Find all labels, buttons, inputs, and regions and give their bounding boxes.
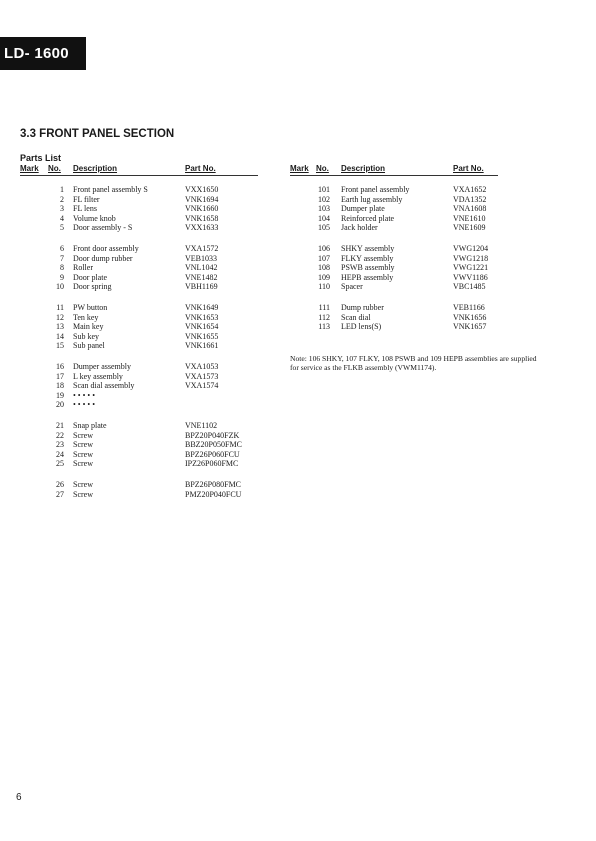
row-number: 12 <box>56 312 64 322</box>
row-number: 27 <box>56 489 64 499</box>
row-number: 113 <box>318 322 330 332</box>
row-part-number: BPZ20P040FZK <box>185 430 240 440</box>
row-description: Screw <box>73 440 93 450</box>
row-part-number: VNA1608 <box>453 204 487 214</box>
row-part-number: VXA1574 <box>185 381 219 391</box>
row-part-number: VEB1033 <box>185 253 217 263</box>
row-description: Front door assembly <box>73 244 139 253</box>
row-part-number: VNK1694 <box>185 194 219 204</box>
row-description: Front panel assembly S <box>73 185 148 194</box>
row-part-number: VNK1661 <box>185 341 219 351</box>
row-number: 10 <box>56 282 64 292</box>
row-part-number: PMZ20P040FCU <box>185 489 242 499</box>
row-description: Jack holder <box>341 223 378 233</box>
left-header-mark: Mark <box>20 164 39 173</box>
row-description: Scan dial assembly <box>73 381 135 391</box>
row-description: • • • • • <box>73 400 96 410</box>
row-number: 1 <box>60 185 64 194</box>
row-description: Screw <box>73 430 93 440</box>
row-part-number: VNK1656 <box>453 312 487 322</box>
row-number: 102 <box>318 194 330 204</box>
row-part-number: VEB1166 <box>453 303 485 312</box>
row-part-number: VBH1169 <box>185 282 218 292</box>
row-part-number: VNL1042 <box>185 263 218 273</box>
row-number: 8 <box>60 263 64 273</box>
row-part-number: VWG1221 <box>453 263 489 273</box>
model-badge: LD- 1600 <box>0 37 86 70</box>
row-part-number: VXX1633 <box>185 223 219 233</box>
page-number: 6 <box>16 792 22 803</box>
row-number: 108 <box>318 263 330 273</box>
row-description: LED lens(S) <box>341 322 382 332</box>
row-description: Spacer <box>341 282 363 292</box>
row-part-number: VNK1654 <box>185 322 219 332</box>
row-part-number: VBC1485 <box>453 282 486 292</box>
row-description: Door assembly - S <box>73 223 133 233</box>
left-header-rule <box>20 175 258 176</box>
row-number: 110 <box>318 282 330 292</box>
row-description: FL lens <box>73 204 97 214</box>
row-description: HEPB assembly <box>341 272 394 282</box>
row-description: PSWB assembly <box>341 263 395 273</box>
row-description: Ten key <box>73 312 99 322</box>
row-description: Screw <box>73 449 93 459</box>
row-number: 104 <box>318 213 330 223</box>
left-header-part-no: Part No. <box>185 164 216 173</box>
row-description: SHKY assembly <box>341 244 395 253</box>
row-part-number: VXA1573 <box>185 371 219 381</box>
row-description: Screw <box>73 459 93 469</box>
row-description: Door dump rubber <box>73 253 133 263</box>
row-description: Door spring <box>73 282 112 292</box>
row-description: Earth lug assembly <box>341 194 403 204</box>
row-description: FL filter <box>73 194 100 204</box>
row-number: 101 <box>318 185 330 194</box>
row-number: 9 <box>60 272 64 282</box>
row-number: 2 <box>60 194 64 204</box>
row-number: 109 <box>318 272 330 282</box>
row-part-number: VWG1218 <box>453 253 489 263</box>
row-description: Roller <box>73 263 93 273</box>
row-part-number: VNE1609 <box>453 223 486 233</box>
row-part-number: VDA1352 <box>453 194 487 204</box>
row-number: 25 <box>56 459 64 469</box>
row-number: 112 <box>318 312 330 322</box>
row-part-number: BPZ26P060FCU <box>185 449 240 459</box>
service-note: Note: 106 SHKY, 107 FLKY, 108 PSWB and 109 HEPB assemblies are supplied for service as the FLKB assembly (VWM1174). <box>290 354 537 373</box>
row-part-number: IPZ26P060FMC <box>185 459 239 469</box>
row-description: Front panel assembly <box>341 185 410 194</box>
row-description: Dumper plate <box>341 204 385 214</box>
row-description: FLKY assembly <box>341 253 394 263</box>
row-number: 5 <box>60 223 64 233</box>
row-part-number: VXA1652 <box>453 185 487 194</box>
row-number: 14 <box>56 331 64 341</box>
row-description: Door plate <box>73 272 107 282</box>
section-title: 3.3 FRONT PANEL SECTION <box>20 128 175 140</box>
row-description: Dump rubber <box>341 303 384 312</box>
row-number: 19 <box>56 390 64 400</box>
row-part-number: VNK1660 <box>185 204 219 214</box>
row-number: 24 <box>56 449 64 459</box>
row-part-number: VXA1572 <box>185 244 219 253</box>
row-number: 6 <box>60 244 64 253</box>
right-header-mark: Mark <box>290 164 309 173</box>
row-description: • • • • • <box>73 390 96 400</box>
row-number: 21 <box>56 421 64 430</box>
row-description: Main key <box>73 322 104 332</box>
row-number: 106 <box>318 244 330 253</box>
row-part-number: VNK1649 <box>185 303 219 312</box>
row-number: 7 <box>60 253 64 263</box>
row-part-number: VWG1204 <box>453 244 489 253</box>
right-header-no: No. <box>316 164 329 173</box>
row-number: 22 <box>56 430 64 440</box>
row-part-number: BPZ26P080FMC <box>185 480 242 489</box>
row-description: Sub panel <box>73 341 105 351</box>
right-header-part-no: Part No. <box>453 164 484 173</box>
row-description: Volume knob <box>73 213 116 223</box>
row-description: PW button <box>73 303 108 312</box>
row-number: 16 <box>56 362 64 371</box>
row-number: 4 <box>60 213 64 223</box>
left-header-description: Description <box>73 164 118 173</box>
row-part-number: BBZ20P050FMC <box>185 440 242 450</box>
row-number: 103 <box>318 204 330 214</box>
row-part-number: VXA1053 <box>185 362 219 371</box>
row-number: 111 <box>318 303 330 312</box>
row-description: Screw <box>73 489 93 499</box>
row-number: 23 <box>56 440 64 450</box>
right-header-rule <box>290 175 498 176</box>
row-number: 105 <box>318 223 330 233</box>
row-part-number: VNK1653 <box>185 312 219 322</box>
row-number: 17 <box>56 371 64 381</box>
row-part-number: VNK1655 <box>185 331 219 341</box>
row-description: L key assembly <box>73 371 123 381</box>
row-part-number: VNE1102 <box>185 421 218 430</box>
row-description: Screw <box>73 480 93 489</box>
row-number: 3 <box>60 204 64 214</box>
row-number: 15 <box>56 341 64 351</box>
row-part-number: VNK1657 <box>453 322 487 332</box>
row-part-number: VNE1610 <box>453 213 486 223</box>
row-number: 20 <box>56 400 64 410</box>
parts-list-label: Parts List <box>20 153 62 163</box>
row-description: Scan dial <box>341 312 371 322</box>
row-description: Dumper assembly <box>73 362 131 371</box>
row-number: 11 <box>56 303 64 312</box>
row-part-number: VNK1658 <box>185 213 219 223</box>
right-header-description: Description <box>341 164 386 173</box>
row-description: Sub key <box>73 331 99 341</box>
left-header-no: No. <box>48 164 61 173</box>
row-number: 26 <box>56 480 64 489</box>
row-number: 107 <box>318 253 330 263</box>
row-number: 18 <box>56 381 64 391</box>
row-description: Reinforced plate <box>341 213 395 223</box>
row-description: Snap plate <box>73 421 107 430</box>
row-part-number: VNE1482 <box>185 272 218 282</box>
row-part-number: VXX1650 <box>185 185 219 194</box>
row-part-number: VWV1186 <box>453 272 488 282</box>
row-number: 13 <box>56 322 64 332</box>
